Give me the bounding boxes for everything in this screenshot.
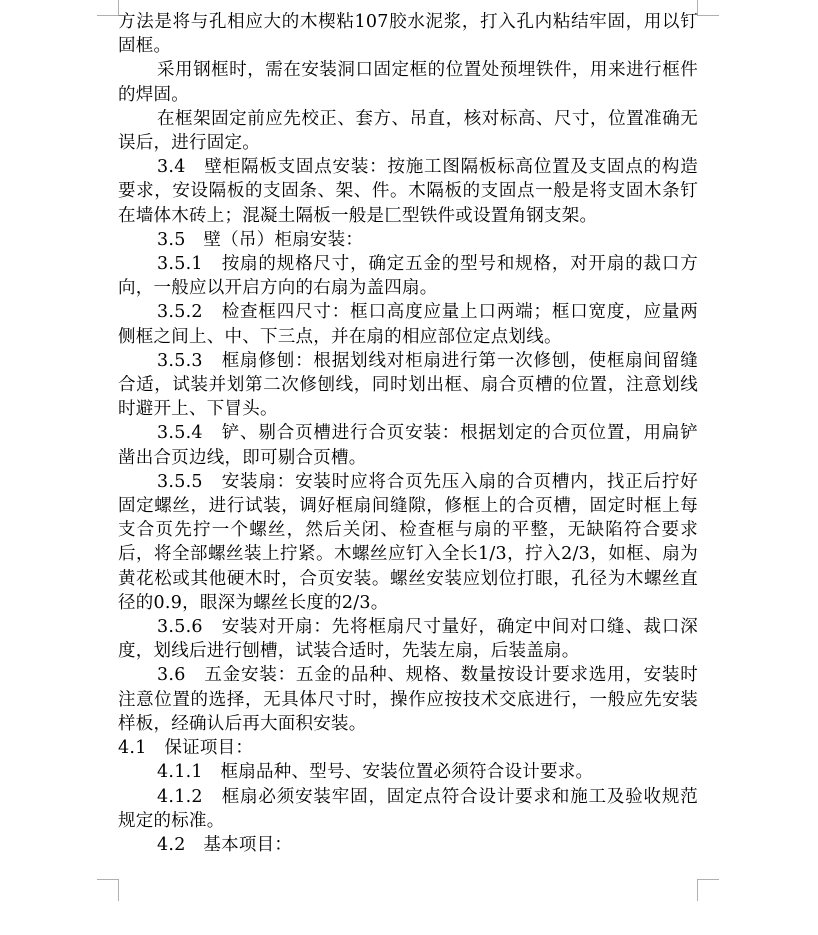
crop-mark-bottom-right-horizontal	[697, 879, 719, 880]
paragraph-fixing-method: 方法是将与孔相应大的木楔粘107胶水泥浆，打入孔内粘结牢固，用以钉固框。	[118, 12, 698, 57]
crop-mark-bottom-right-vertical	[697, 879, 698, 901]
crop-mark-top-right-horizontal	[697, 15, 719, 16]
paragraph-4-1-heading: 4.1 保证项目：	[118, 738, 254, 759]
paragraph-4-1-1: 4.1.1 框扇品种、型号、安装位置必须符合设计要求。	[157, 762, 594, 783]
paragraph-4-1-2: 4.1.2 框扇必须安装牢固，固定点符合设计要求和施工及验收规范规定的标准。	[118, 786, 698, 831]
paragraph-3-5-6: 3.5.6 安装对开扇：先将框扇尺寸量好，确定中间对口缝、裁口深度，划线后进行刨槽，试装合适时，先装左扇，后装盖扇。	[118, 617, 698, 662]
paragraph-3-5-3: 3.5.3 框扇修刨：根据划线对柜扇进行第一次修刨，使框扇间留缝合适，试装并划第二次修刨线，同时划出框、扇合页槽的位置，注意划线时避开上、下冒头。	[118, 350, 698, 420]
paragraph-frame-correction: 在框架固定前应先校正、套方、吊直，核对标高、尺寸，位置准确无误后，进行固定。	[118, 108, 698, 154]
paragraph-3-4-shelf-support: 3.4 壁柜隔板支固点安装：按施工图隔板标高位置及支固点的构造要求，安设隔板的支固条、架、件。木隔板的支固点一般是将支固木条钉在墙体木砖上；混凝土隔板一般是匚型铁件或设置角钢支架。	[118, 157, 698, 226]
paragraph-3-5-heading: 3.5 壁（吊）柜扇安装：	[157, 229, 364, 250]
paragraph-3-5-2: 3.5.2 检查框四尺寸：框口高度应量上口两端；框口宽度，应量两侧框之间上、中、下三点，并在扇的相应部位定点划线。	[118, 302, 698, 347]
document-body	[118, 10, 698, 857]
crop-mark-bottom-left-horizontal	[97, 879, 119, 880]
paragraph-3-5-5: 3.5.5 安装扇：安装时应将合页先压入扇的合页槽内，找正后拧好固定螺丝，进行试装，调好框扇间缝隙，修框上的合页槽，固定时框上每支合页先拧一个螺丝，然后关闭、检查框与扇的平整，无缺陷符合要求后，将全部螺丝装上拧紧。木螺丝应钉入全长1/3，拧入2/3，如框、扇为黄花松或其他硬木时，合页安装。螺丝安装应划位打眼，孔径为木螺丝直径的0.9，眼深为螺丝长度的2/3。	[118, 471, 698, 613]
paragraph-3-6-hardware: 3.6 五金安装：五金的品种、规格、数量按设计要求选用，安装时注意位置的选择，无具体尺寸时，操作应按技术交底进行，一般应先安装样板，经确认后再大面积安装。	[118, 665, 698, 734]
crop-mark-top-left-horizontal	[97, 15, 119, 16]
paragraph-3-5-4: 3.5.4 铲、剔合页槽进行合页安装：根据划定的合页位置，用扁铲凿出合页边线，即可剔合页槽。	[118, 423, 698, 468]
paragraph-steel-frame: 采用钢框时，需在安装洞口固定框的位置处预埋铁件，用来进行框件的焊固。	[118, 60, 698, 105]
crop-mark-bottom-left-vertical	[118, 879, 119, 901]
paragraph-4-2-heading: 4.2 基本项目：	[157, 834, 293, 855]
paragraph-3-5-1: 3.5.1 按扇的规格尺寸，确定五金的型号和规格，对开扇的裁口方向，一般应以开启方向的右扇为盖四扇。	[118, 254, 698, 299]
